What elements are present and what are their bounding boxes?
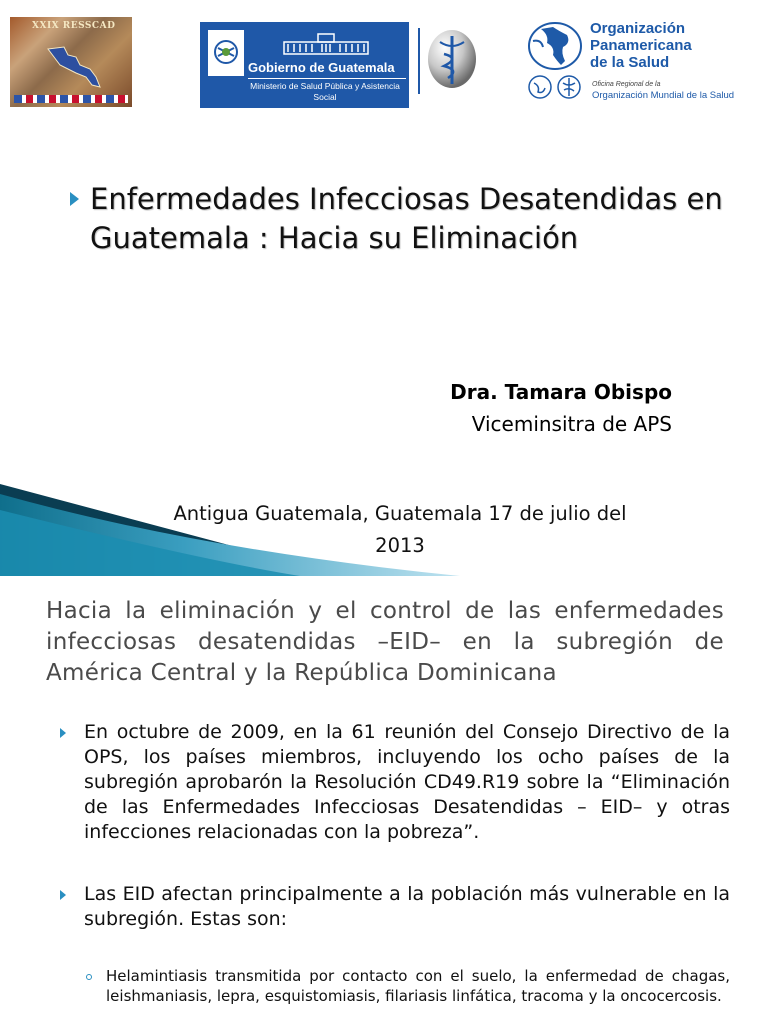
ops-globe-icon (527, 21, 583, 71)
bullet-arrow-icon (70, 192, 79, 206)
resscad-logo: XXIX RESSCAD (10, 17, 132, 107)
slide-title: Enfermedades Infecciosas Desatendidas en Guatemala : Hacia su Eliminación (70, 180, 750, 258)
palace-icon (282, 30, 370, 56)
central-america-map-icon (46, 43, 102, 91)
coat-of-arms-icon (208, 30, 244, 76)
presenter-role: Viceminsitra de APS (471, 412, 672, 436)
presenter-block (450, 376, 672, 440)
sub-bullet-ring-icon (86, 974, 92, 980)
flags-strip (14, 95, 128, 103)
gobierno-guatemala-logo (200, 22, 409, 108)
bullet-arrow-icon (60, 890, 66, 900)
event-location-date: Antigua Guatemala, Guatemala 17 de julio del 2013 (173, 502, 627, 557)
bullet-item: En octubre de 2009, en la 61 reunión del Consejo Directivo de la OPS, los países miembros, incluyendo los ocho países de la subregión aprobarón la Resolución CD49.R19 sobre la “Eliminación de las Enfermedades Infecciosas Desatendidas – EID– y otras infecciones relacionadas con la pobreza”. (84, 720, 730, 845)
ops-name: Organización Panamericana de la Salud (590, 20, 692, 71)
logo-divider (418, 28, 420, 94)
bullet-arrow-icon (60, 728, 66, 738)
ops-office-main: Organización Mundial de la Salud (592, 90, 735, 101)
ops-office-small: Oficina Regional de la (592, 81, 661, 88)
ops-who-emblems-icon (527, 74, 583, 100)
content-slide-title: Hacia la eliminación y el control de las enfermedades infecciosas desatendidas –EID– en la subregión de América Central y la República Dominicana (46, 598, 724, 686)
bullet-item: Las EID afectan principalmente a la población más vulnerable en la subregión. Estas son: (84, 882, 730, 932)
caduceus-icon (426, 28, 478, 90)
gobierno-title: Gobierno de Guatemala (248, 60, 395, 75)
ministerio-subtitle: Ministerio de Salud Pública y Asistencia Social (250, 81, 400, 102)
presenter-name: Dra. Tamara Obispo (450, 380, 672, 404)
sub-bullet-item: Helamintiasis transmitida por contacto con el suelo, la enfermedad de chagas, leishmaniasis, lepra, esquistomiasis, filariasis linfática, tracoma y la oncocercosis. (106, 966, 730, 1006)
